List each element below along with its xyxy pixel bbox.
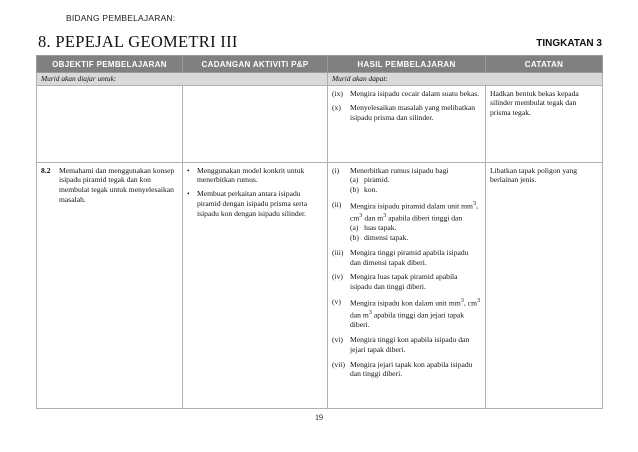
list-item: (x) Menyelesaikan masalah yang melibatkan isipadu prisma dan silinder.: [332, 103, 476, 123]
list-item: (vi) Mengira tinggi kon apabila isipadu dan jejari tapak diberi.: [332, 334, 470, 354]
column-header-objectives: OBJEKTIF PEMBELAJARAN: [37, 56, 183, 73]
page-title: 8. PEPEJAL GEOMETRI III: [38, 32, 238, 51]
table-row: [37, 162, 603, 408]
activity-cell: [183, 162, 328, 408]
intro-left-cell: Murid akan diajar untuk:: [37, 73, 328, 86]
outcome-cell: [328, 162, 486, 408]
list-item: (i) Menerbitkan rumus isipadu bagi (a) piramid. (b) kon.: [332, 165, 449, 195]
bullet-icon: •: [187, 189, 190, 199]
objective-cell: [37, 162, 183, 408]
outcome-cell: [328, 85, 486, 162]
note-cell: Libatkan tapak poligon yang berlainan jenis.: [486, 162, 603, 408]
activity-cell: [183, 85, 328, 162]
list-item: (ix) Mengira isipadu cecair dalam suatu bekas.: [332, 88, 480, 98]
list-item: • Menggunakan model konkrit untuk menerbitkan rumus.: [187, 165, 305, 185]
list-item: • Membuat perkaitan antara isipadu piramid dengan isipadu prisma serta isipadu kon dengan isipadu silinder.: [187, 189, 308, 219]
list-item: (vii) Mengira jejari tapak kon apabila isipadu dan tinggi diberi.: [332, 359, 473, 379]
form-level-label: TINGKATAN 3: [536, 38, 602, 49]
column-header-activities: CADANGAN AKTIVITI P&P: [183, 56, 328, 73]
column-header-outcomes: HASIL PEMBELAJARAN: [328, 56, 486, 73]
table-intro-row: [37, 73, 603, 86]
column-header-notes: CATATAN: [486, 56, 603, 73]
list-item: (v) Mengira isipadu kon dalam unit $mm^3$, $cm^3$ dan $m^3$ apabila tinggi dan jejari tapak diberi.: [332, 297, 481, 329]
list-item: (iii) Mengira tinggi piramid apabila isipadu dan dimensi tapak diberi.: [332, 247, 469, 267]
syllabus-table: [36, 55, 603, 409]
objective-text: Memahami dan menggunakan konsep isipadu piramid tegak dan kon membulat tegak untuk menyelesaikan masalah.: [59, 165, 175, 205]
bullet-icon: •: [187, 165, 190, 175]
list-item: (iv) Mengira luas tapak piramid apabila isipadu dan tinggi diberi.: [332, 272, 458, 292]
table-header-row: [37, 56, 603, 73]
table-row: [37, 85, 603, 162]
intro-right-cell: Murid akan dapat:: [328, 73, 603, 86]
note-cell: Hadkan bentuk bekas kepada silinder membulat tegak dan prisma tegak.: [486, 85, 603, 162]
section-subtitle: BIDANG PEMBELAJARAN:: [66, 13, 176, 23]
objective-cell: [37, 85, 183, 162]
objective-code: 8.2: [41, 165, 51, 175]
page-number: 19: [315, 413, 323, 422]
list-item: (ii) Mengira isipadu piramid dalam unit $mm^3$, $cm^3$ dan $m^3$ apabila diberi tinggi dan (a) luas tapak. (b) dimensi tapak.: [332, 200, 479, 242]
